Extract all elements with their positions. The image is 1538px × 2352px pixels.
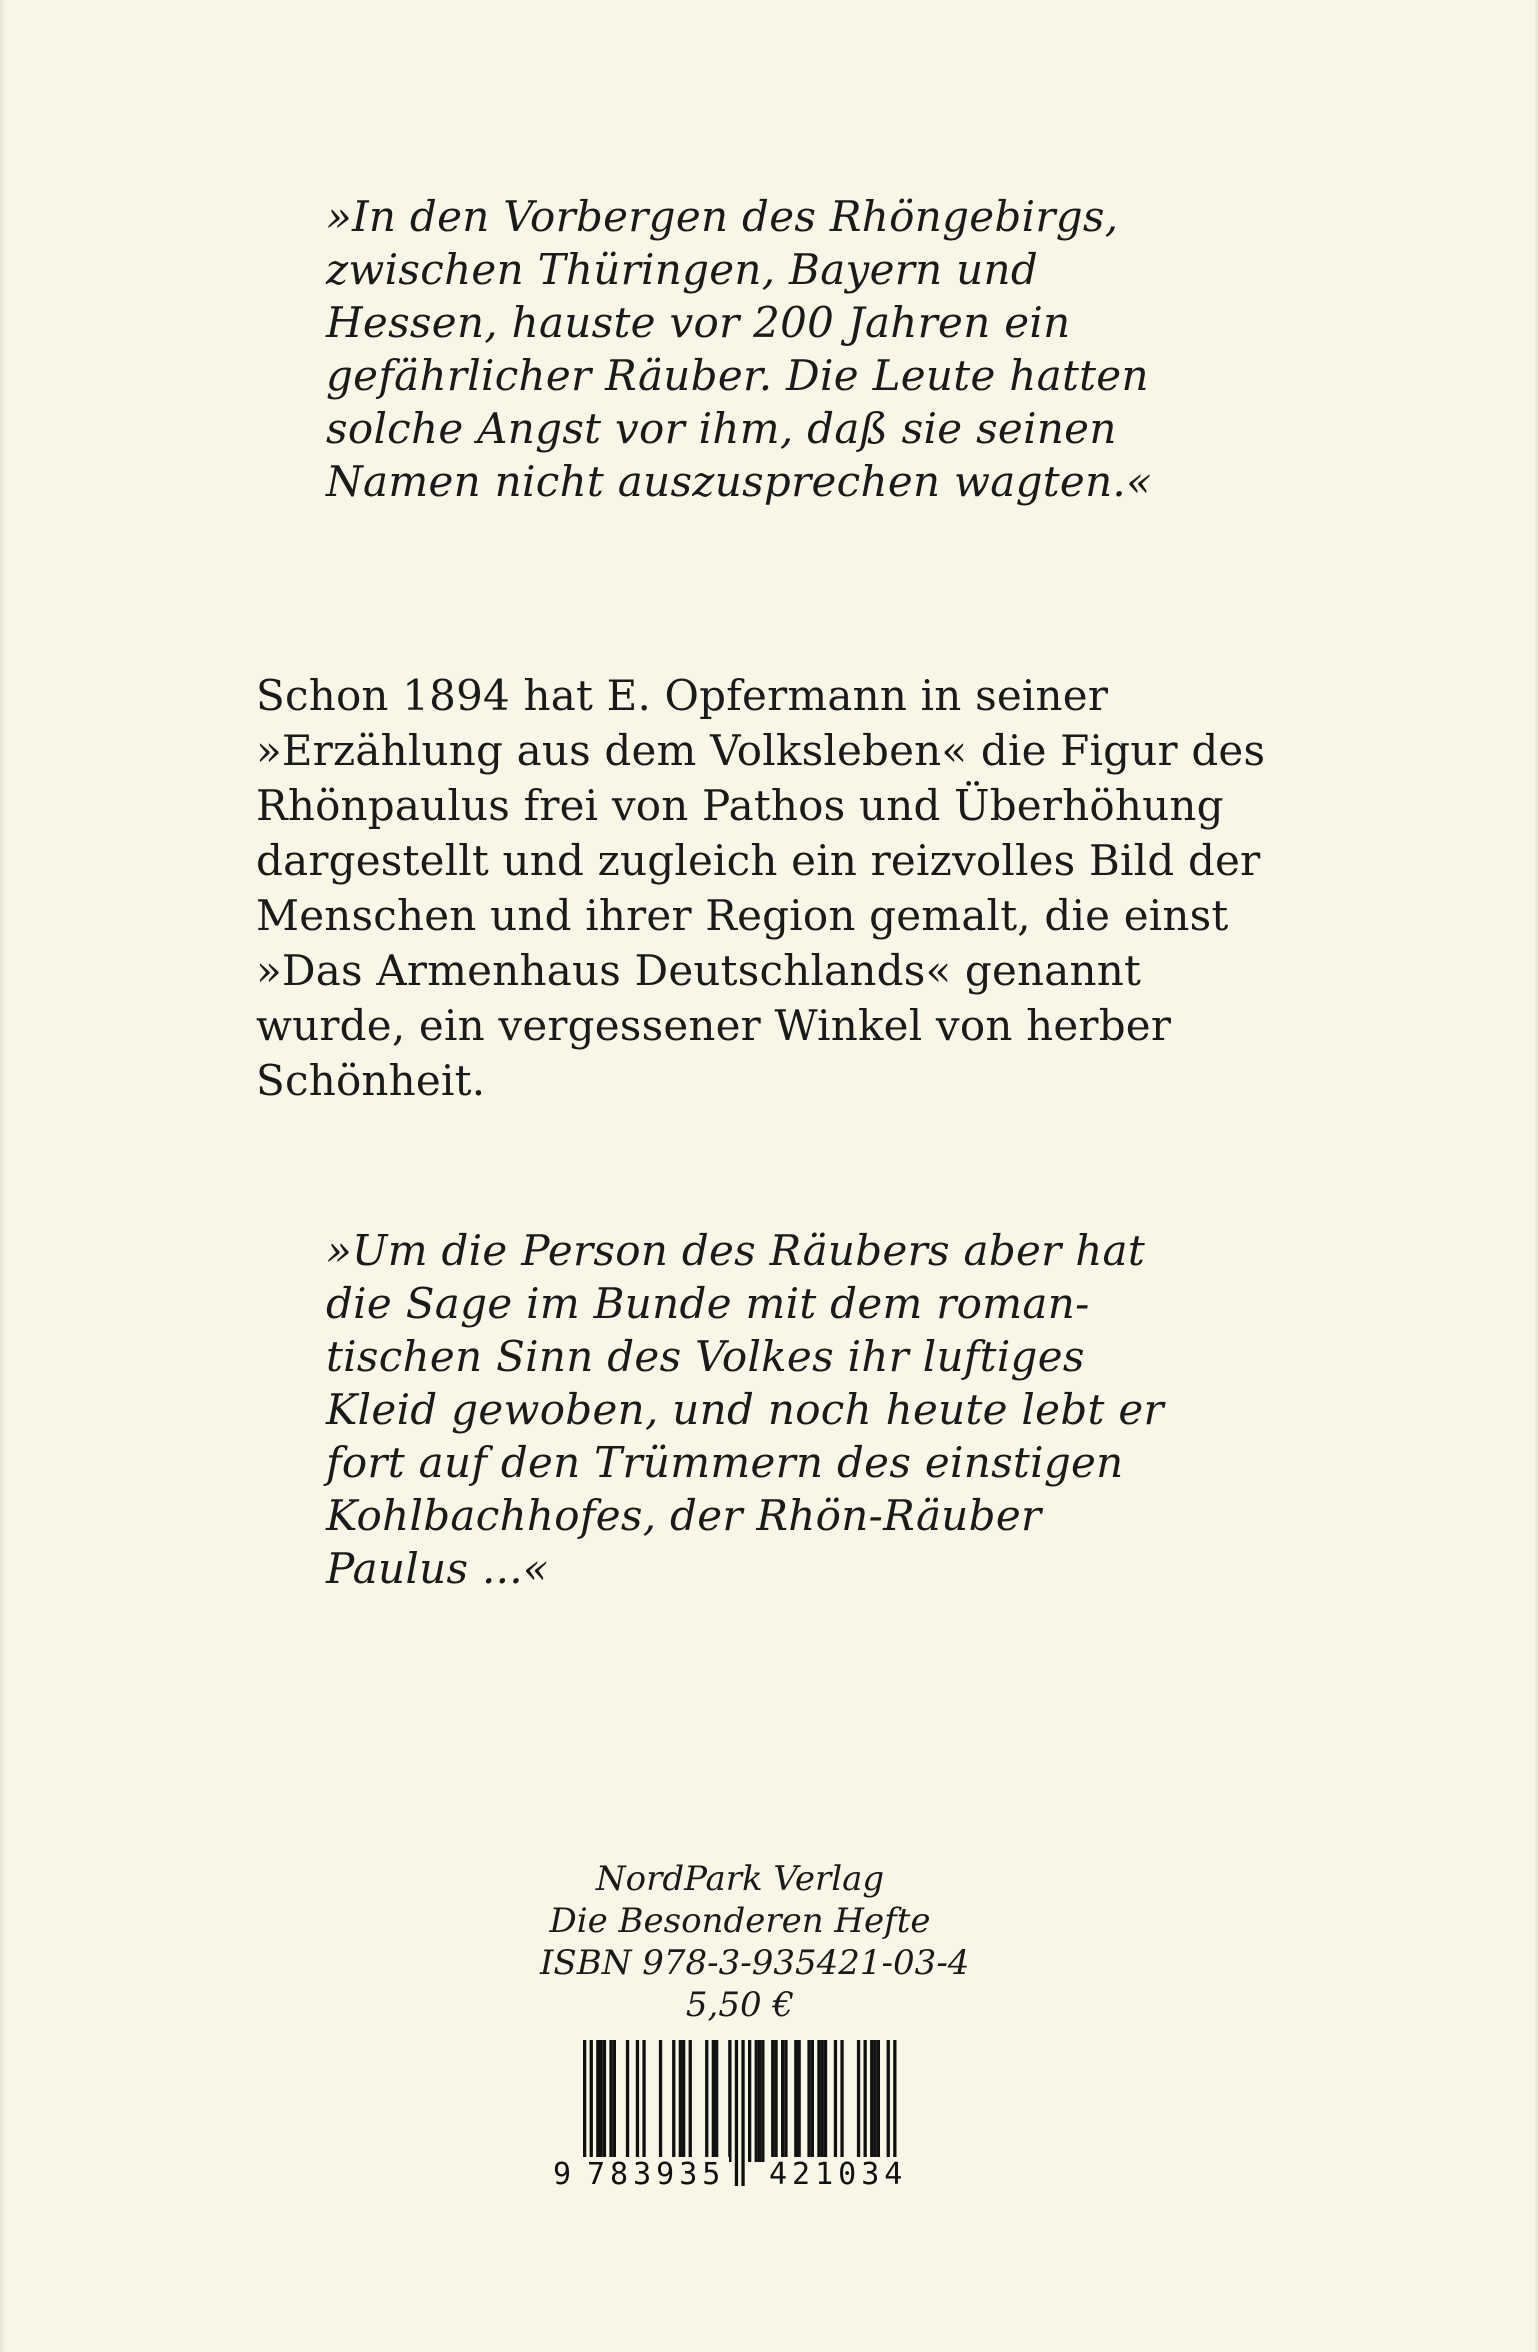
barcode-bar: [712, 2040, 715, 2162]
isbn-text: ISBN 978-3-935421-03-4: [540, 1943, 970, 1983]
barcode-bar: [781, 2040, 784, 2162]
barcode-bar: [857, 2040, 860, 2162]
barcode-bar: [811, 2040, 814, 2162]
barcode-bar: [613, 2040, 616, 2162]
page-edge-left: [0, 0, 6, 2352]
barcode-bar: [794, 2040, 797, 2162]
barcode-bar: [600, 2040, 603, 2162]
barcode-bar: [840, 2040, 843, 2162]
barcode-bar: [642, 2040, 645, 2162]
barcode-bar: [761, 2040, 764, 2162]
barcode-bar: [834, 2040, 837, 2162]
description-paragraph: Schon 1894 hat E. Opfermann in seiner »Erzählung aus dem Volksleben« die Figur des Rhönpaulus frei von Pathos und Überhöhung dargestellt und zugleich ein reizvolles Bild der Menschen und ihrer Region gemalt, die einst »Das Armenhaus Deutschlands« genannt wurde, ein vergessener Winkel von herber Schönheit.: [256, 671, 1266, 1105]
barcode-bar: [603, 2040, 606, 2162]
barcode-bar: [817, 2040, 820, 2162]
barcode-bar: [758, 2040, 761, 2162]
barcode-bar: [659, 2040, 662, 2162]
series-name: Die Besonderen Hefte: [549, 1901, 931, 1941]
barcode-bar: [877, 2040, 880, 2162]
barcode-bar: [755, 2040, 758, 2162]
barcode-bar: [798, 2040, 801, 2162]
barcode-bar: [679, 2040, 682, 2162]
barcode-bar: [748, 2040, 751, 2162]
barcode-bar: [626, 2040, 629, 2162]
closing-quote: »Um die Person des Räubers aber hat die Sage im Bunde mit dem roman- tischen Sinn des Volkes ihr luftiges Kleid gewoben, und noch heute lebt er fort auf den Trümmern des einstigen Kohlbachhofes, der Rhön-Räuber Paulus ...«: [326, 1226, 1164, 1593]
barcode-bar: [824, 2040, 827, 2162]
barcode-bar: [672, 2040, 675, 2162]
barcode-first-digit: 9: [553, 2157, 572, 2192]
barcode-bar: [807, 2040, 810, 2162]
barcode-bar: [784, 2040, 787, 2162]
barcode-bar: [682, 2040, 685, 2162]
barcode-bar: [873, 2040, 876, 2162]
publisher-name: NordPark Verlag: [595, 1859, 885, 1899]
barcode-digits: [553, 2157, 937, 2193]
price-text: 5,50 €: [685, 1985, 795, 2025]
barcode-bar: [715, 2040, 718, 2162]
barcode-bar: [609, 2040, 612, 2162]
barcode-bar: [728, 2040, 731, 2162]
barcode-bar: [864, 2040, 867, 2162]
page-edge-right: [1534, 0, 1538, 2352]
barcode: [553, 2040, 937, 2190]
barcode-bar: [821, 2040, 824, 2162]
barcode-right-group: 421034: [765, 2157, 911, 2193]
barcode-bar: [689, 2040, 692, 2162]
opening-quote: »In den Vorbergen des Rhöngebirgs, zwischen Thüringen, Bayern und Hessen, hauste vor 200 Jahren ein gefährlicher Räuber. Die Leute hatten solche Angst vor ihm, daß sie seinen Namen nicht auszusprechen wagten.«: [326, 192, 1153, 506]
barcode-bar: [705, 2040, 708, 2162]
barcode-bar: [771, 2040, 774, 2162]
publisher-block: [540, 1858, 970, 2026]
barcode-bar: [870, 2040, 873, 2162]
barcode-bar: [596, 2040, 599, 2162]
barcode-bar: [636, 2040, 639, 2162]
barcode-bar: [774, 2040, 777, 2162]
barcode-left-group: 783935: [583, 2157, 729, 2193]
